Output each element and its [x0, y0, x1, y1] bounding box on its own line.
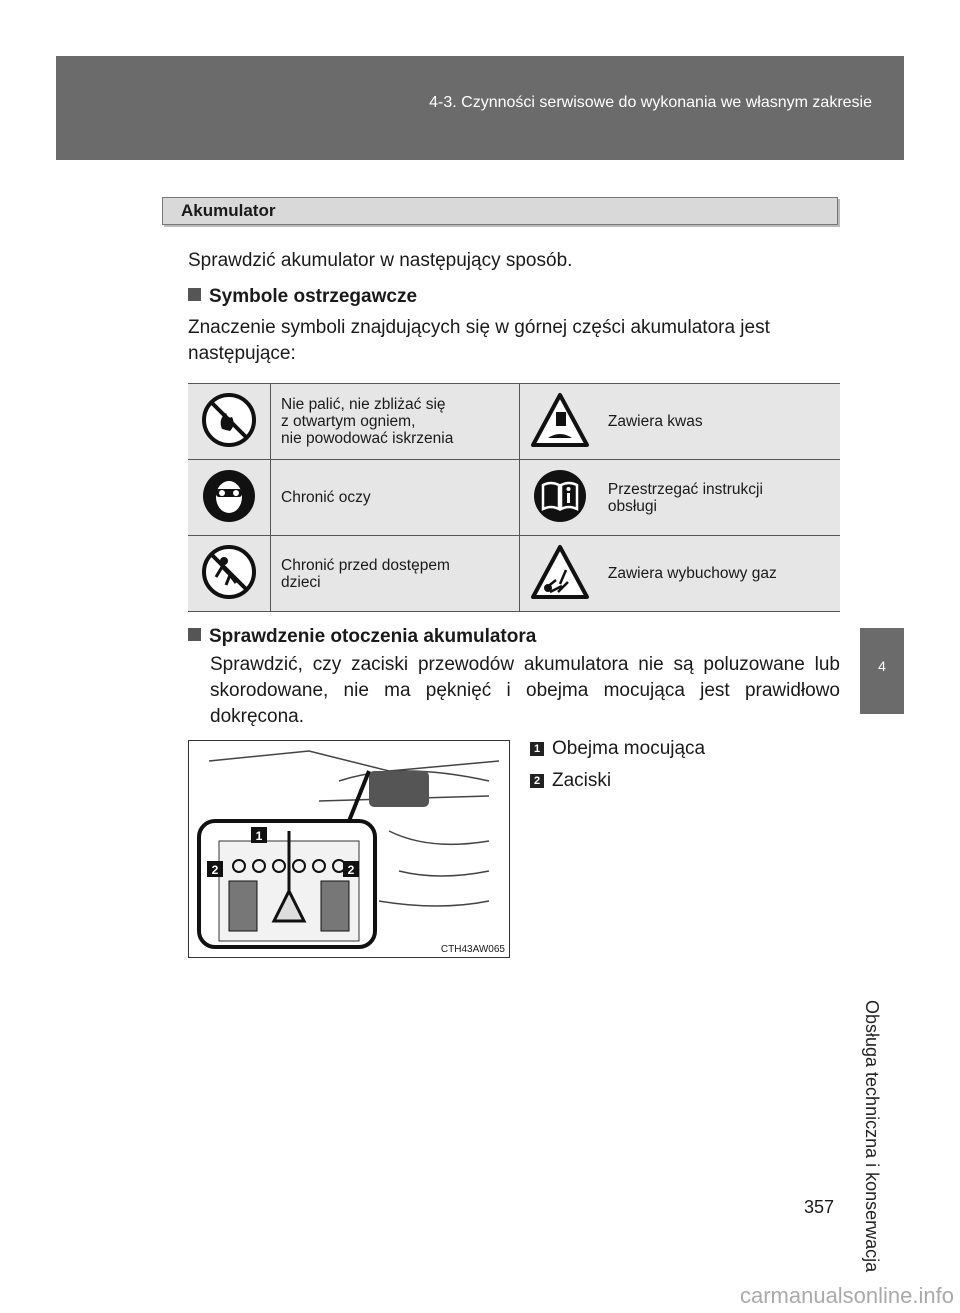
warning-symbols-table	[188, 383, 840, 612]
legend-item: 2 Zaciski	[530, 770, 611, 792]
table-row	[188, 536, 840, 612]
symbol-label: Chronić przed dostępem dzieci	[271, 536, 520, 612]
warning-symbols-heading: Symbole ostrzegawcze	[188, 284, 838, 310]
table-row	[188, 460, 840, 536]
symbol-label: Zawiera wybuchowy gaz	[600, 536, 840, 612]
explosive-gas-icon	[519, 536, 600, 612]
manual-icon	[519, 460, 600, 536]
symbol-label: Zawiera kwas	[600, 384, 840, 460]
section-heading	[162, 197, 838, 225]
header-title: 4-3. Czynności serwisowe do wykonania we własnym zakresie	[429, 94, 872, 111]
eye-protection-icon	[188, 460, 271, 536]
page-header	[56, 56, 904, 160]
symbol-label: Przestrzegać instrukcji obsługi	[600, 460, 840, 536]
table-row	[188, 384, 840, 460]
chapter-tab	[860, 628, 904, 714]
legend-number: 2	[530, 774, 544, 788]
svg-text:2: 2	[347, 863, 355, 877]
intro-text: Sprawdzić akumulator w następujący sposób.	[188, 250, 573, 271]
chapter-number: 4	[878, 658, 886, 674]
surroundings-body: Sprawdzić, czy zaciski przewodów akumulatora nie są poluzowane lub skorodowane, nie ma pęknięć i obejma mocująca jest prawidłowo dokręcona.	[210, 654, 840, 727]
legend-number: 1	[530, 742, 544, 756]
keep-children-away-icon	[188, 536, 271, 612]
bullet-square-icon	[188, 628, 201, 641]
watermark: carmanualsonline.info	[739, 1283, 954, 1308]
legend-item: 1 Obejma mocująca	[530, 738, 705, 760]
symbol-label: Chronić oczy	[271, 460, 520, 536]
no-fire-icon	[188, 384, 271, 460]
warning-symbols-description: Znaczenie symboli znajdujących się w górnej części akumulatora jest następujące:	[188, 317, 770, 364]
page-number: 357	[804, 1197, 835, 1217]
illustration-code: CTH43AW065	[440, 944, 505, 955]
chapter-label: Obsługa techniczna i konserwacja	[862, 1000, 882, 1273]
acid-warning-icon	[519, 384, 600, 460]
svg-text:1: 1	[255, 829, 263, 843]
svg-text:2: 2	[211, 863, 219, 877]
bullet-square-icon	[188, 288, 201, 301]
symbol-label: Nie palić, nie zbliżać się z otwartym ogniem, nie powodować iskrzenia	[271, 384, 520, 460]
surroundings-heading: Sprawdzenie otoczenia akumulatora	[188, 624, 838, 650]
section-title: Akumulator	[181, 201, 276, 220]
battery-illustration	[188, 740, 510, 958]
